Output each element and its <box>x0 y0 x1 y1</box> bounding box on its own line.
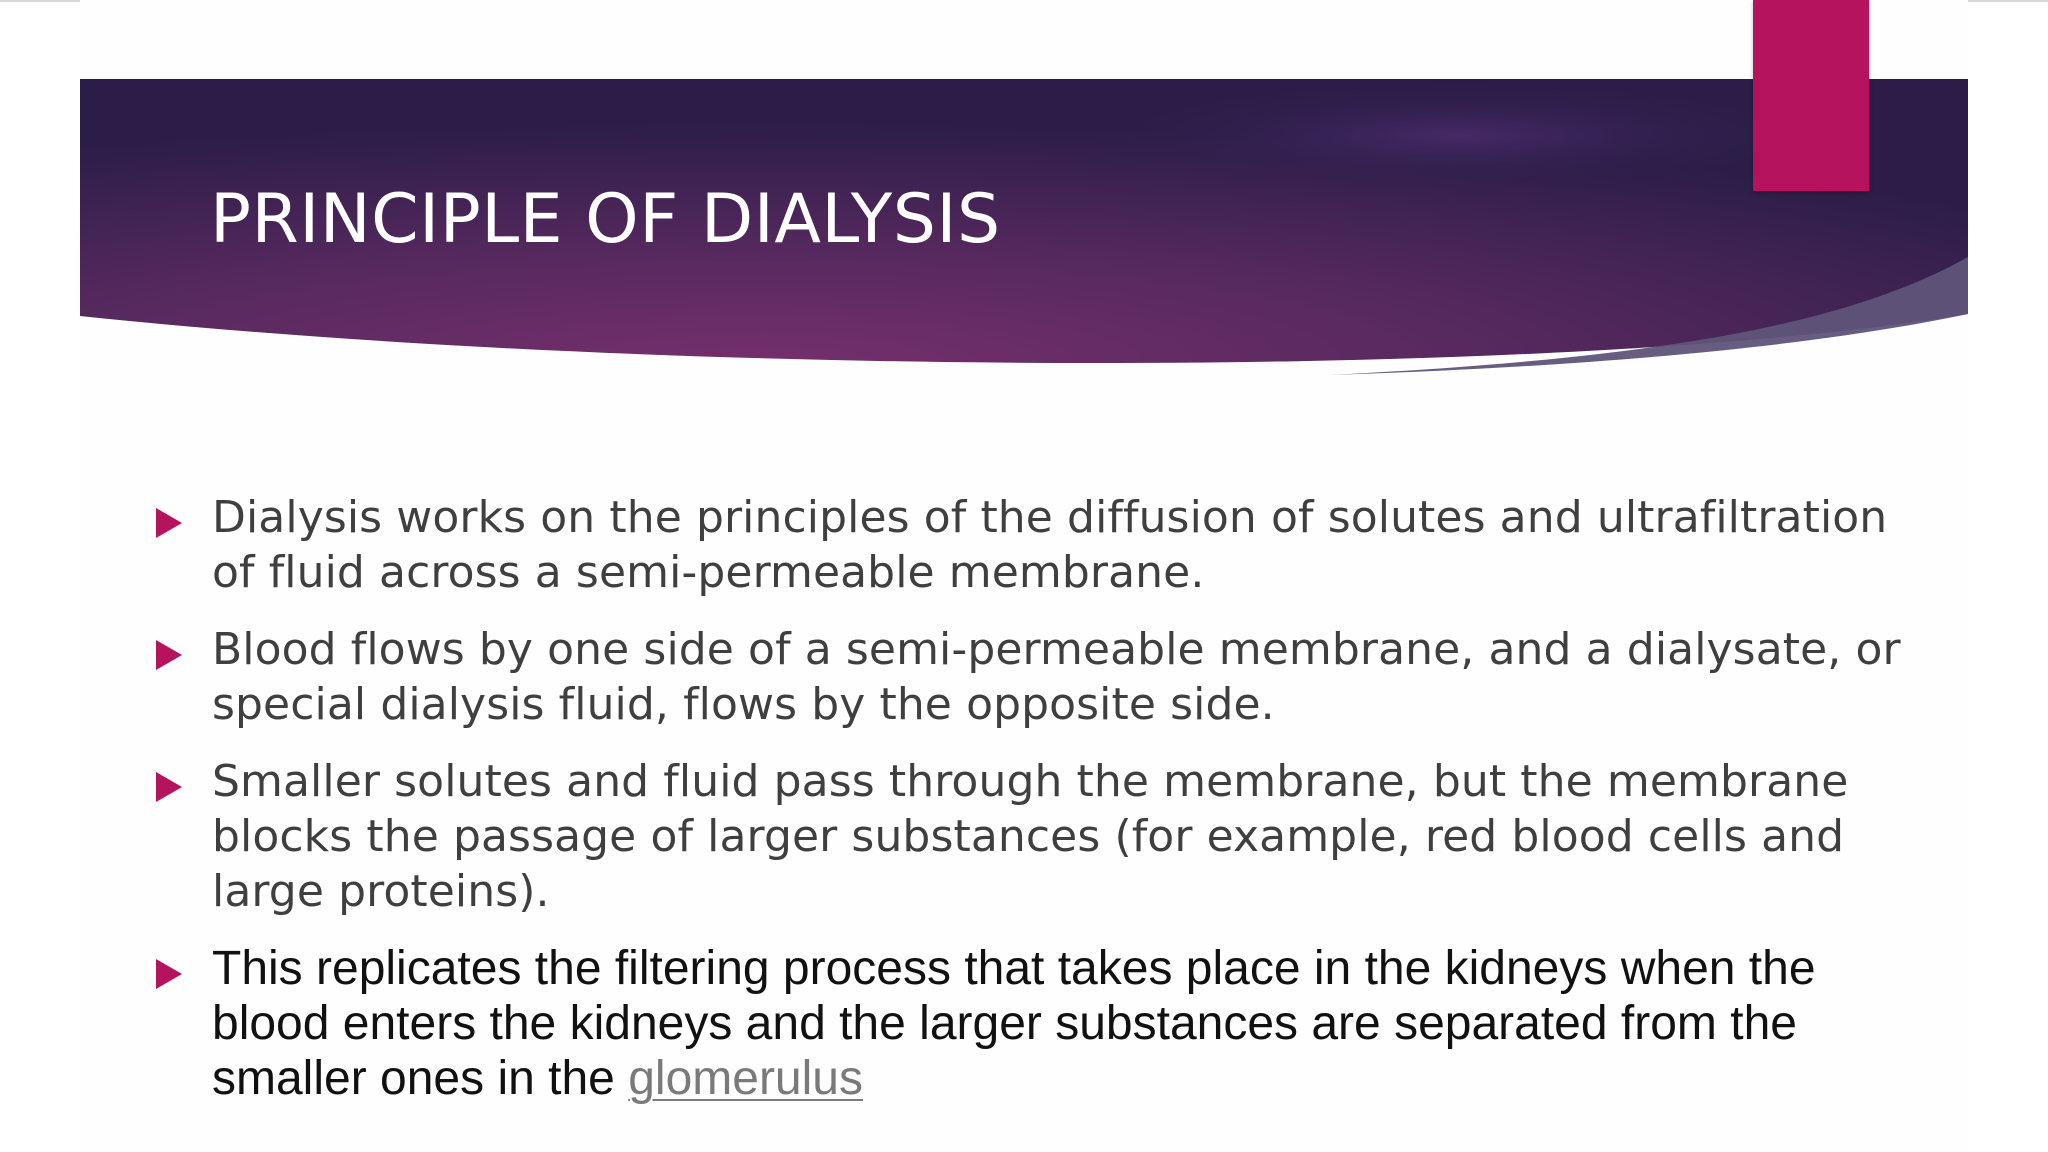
accent-tab <box>1753 0 1869 191</box>
triangle-bullet-icon <box>156 772 182 802</box>
glomerulus-link[interactable]: glomerulus <box>628 1052 863 1105</box>
bullet-text: Blood flows by one side of a semi-permeable membrane, and a dialysate, or special dialysis fluid, flows by the opposite side. <box>212 624 1901 730</box>
bullet-list <box>150 490 1930 1128</box>
list-item <box>150 754 1930 919</box>
triangle-bullet-icon <box>156 959 182 989</box>
slide-title: PRINCIPLE OF DIALYSIS <box>210 180 1001 259</box>
bullet-text: Smaller solutes and fluid pass through the membrane, but the membrane blocks the passage of larger substances (for example, red blood cells and large proteins). <box>212 756 1849 917</box>
triangle-bullet-icon <box>156 508 182 538</box>
list-item <box>150 941 1930 1106</box>
triangle-bullet-icon <box>156 640 182 670</box>
bullet-text-wrapper <box>212 942 1816 1105</box>
bullet-text: This replicates the filtering process that takes place in the kidneys when the blood enters the kidneys and the larger substances are separated from the smaller ones in the <box>212 942 1816 1105</box>
list-item <box>150 490 1930 600</box>
list-item <box>150 622 1930 732</box>
bullet-text: Dialysis works on the principles of the diffusion of solutes and ultrafiltration of fluid across a semi-permeable membrane. <box>212 492 1888 598</box>
